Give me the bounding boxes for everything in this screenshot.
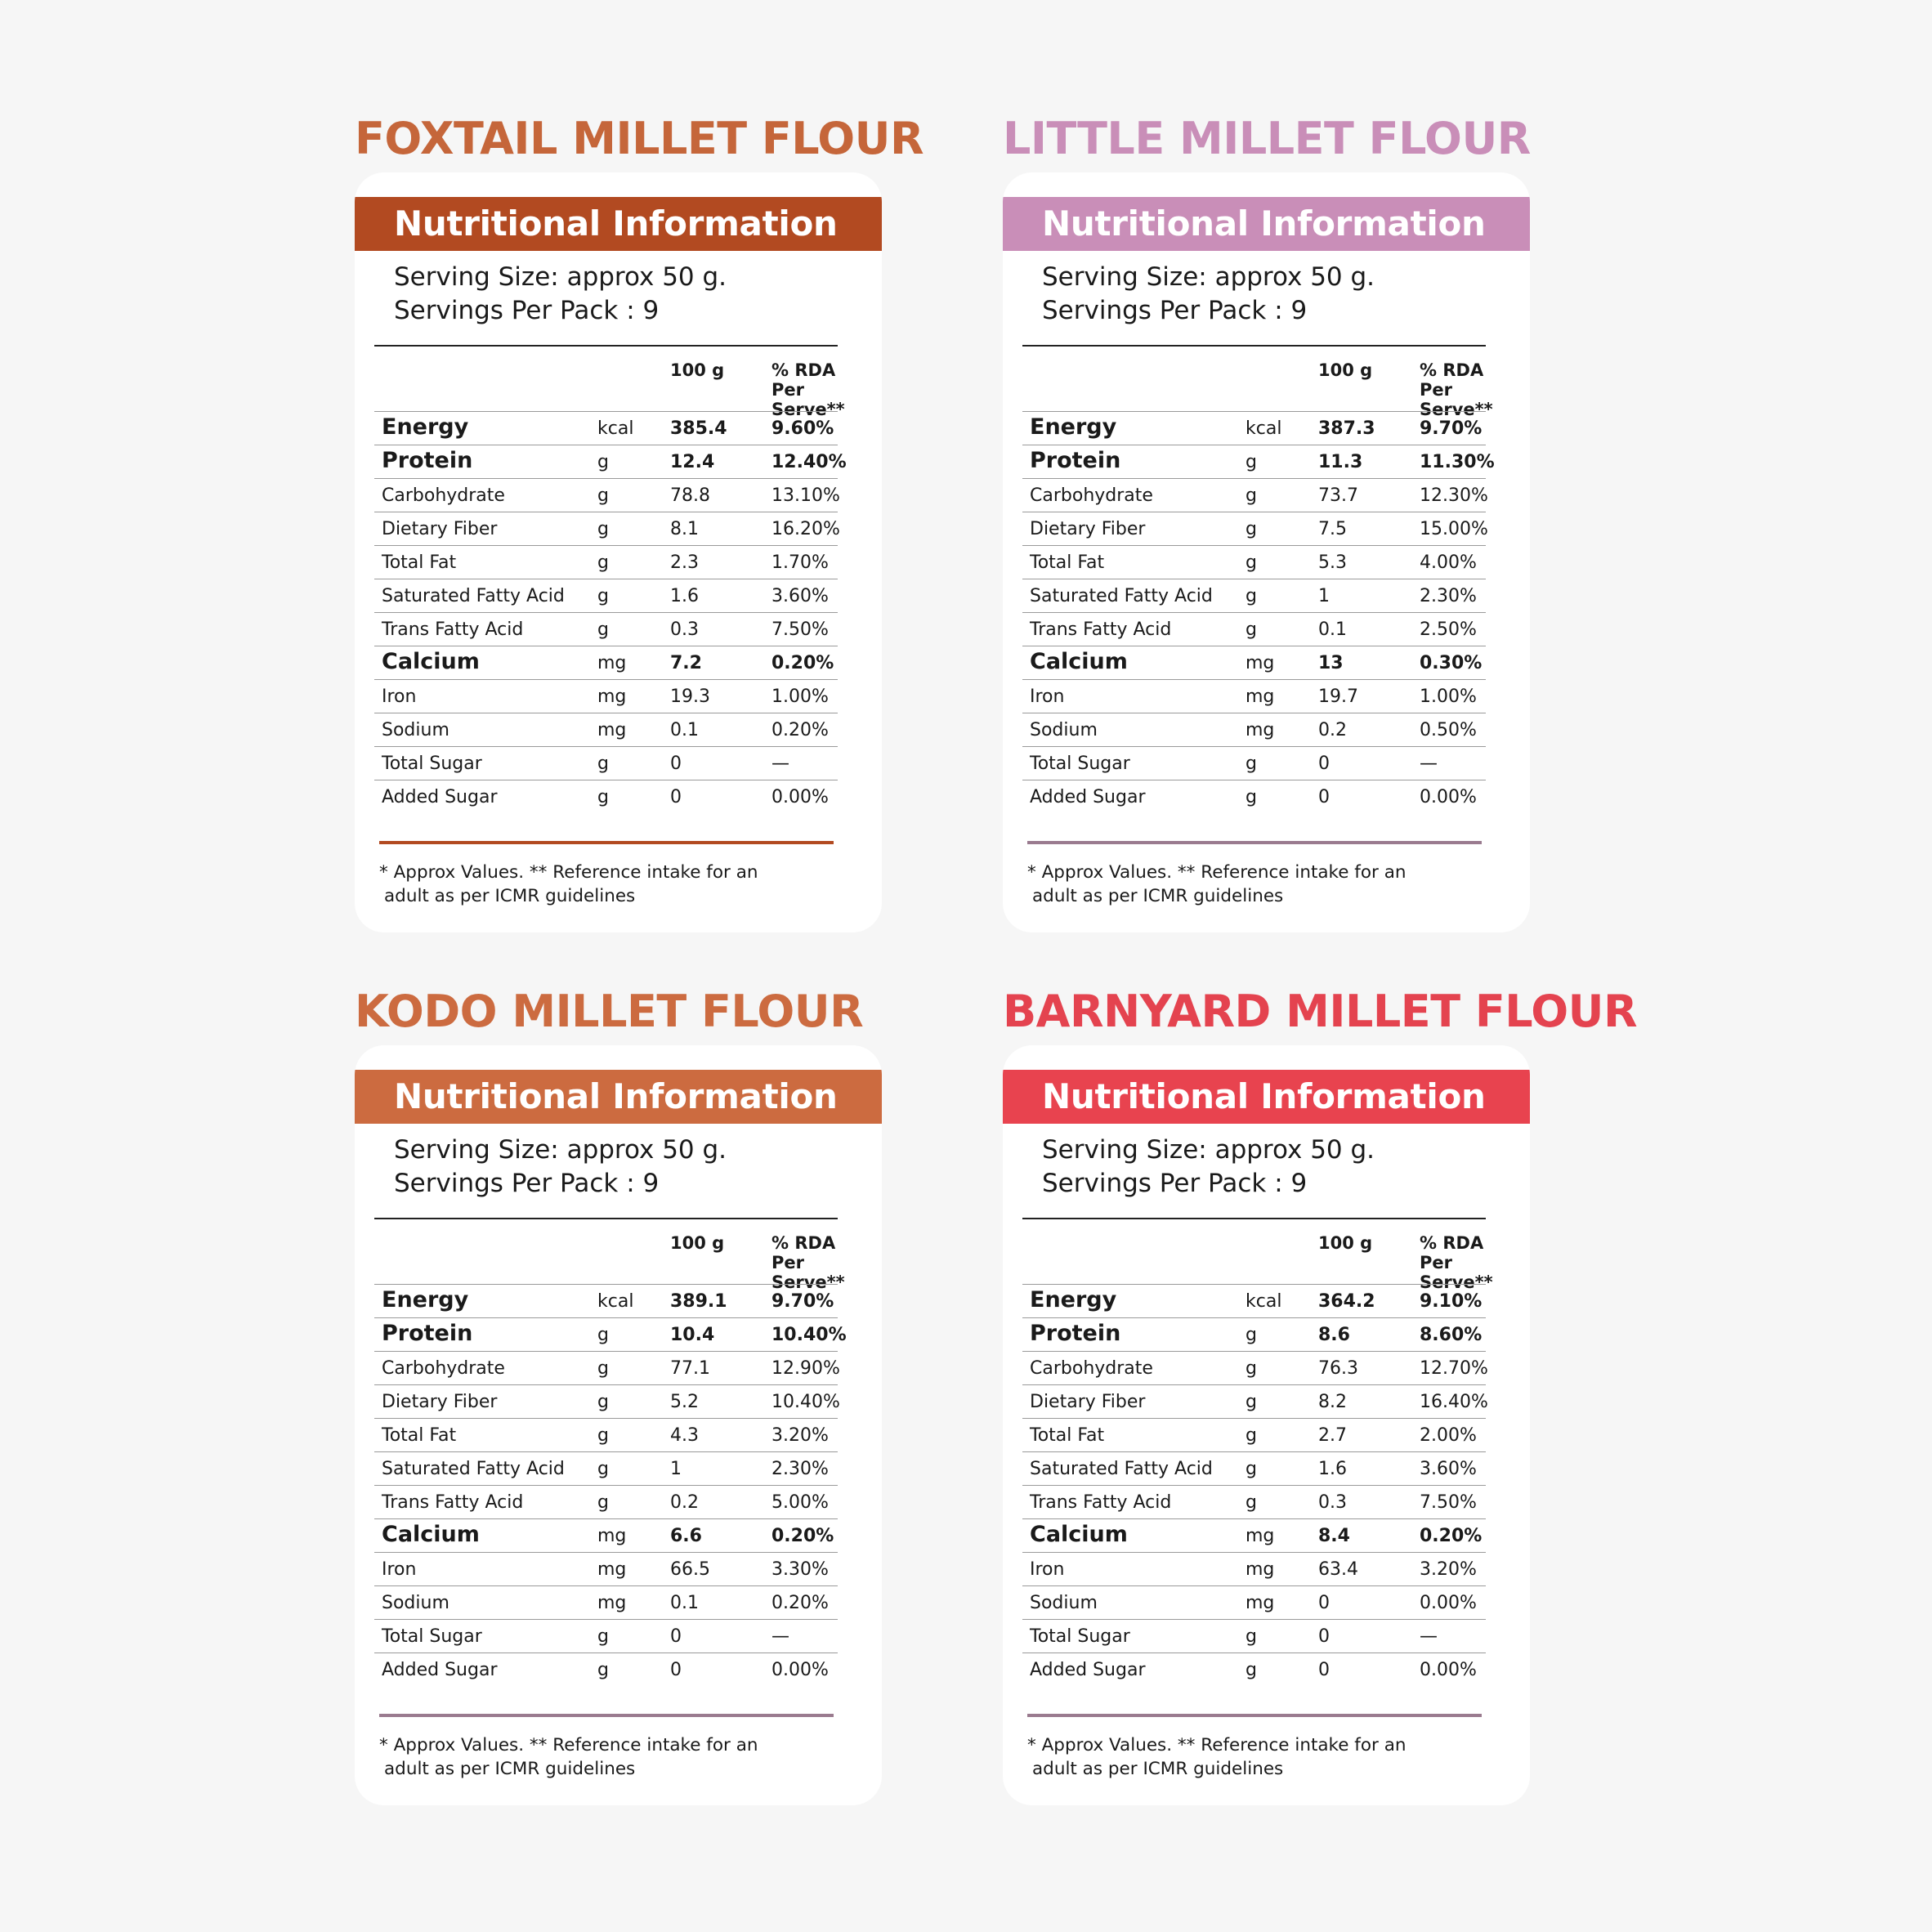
nutrient-name: Sodium xyxy=(1030,720,1098,740)
table-row xyxy=(374,1284,838,1317)
table-row xyxy=(374,1351,838,1384)
nutrient-name: Saturated Fatty Acid xyxy=(382,586,565,606)
nutrient-value: 0 xyxy=(670,1660,682,1680)
nutrient-unit: g xyxy=(1246,754,1257,774)
nutrient-rda: 0.00% xyxy=(1420,1593,1477,1613)
nutrient-value: 0 xyxy=(670,754,682,774)
nutrient-unit: g xyxy=(597,1626,609,1647)
table-row xyxy=(374,1485,838,1518)
nutrient-unit: mg xyxy=(1246,686,1275,707)
nutrient-name: Saturated Fatty Acid xyxy=(1030,1459,1213,1479)
servings-per-pack: Servings Per Pack : 9 xyxy=(1042,296,1308,325)
nutrition-card xyxy=(1003,172,1530,932)
nutrient-value: 2.7 xyxy=(1318,1425,1347,1446)
nutrient-value: 8.6 xyxy=(1318,1325,1350,1345)
nutrient-unit: mg xyxy=(597,1526,627,1546)
nutrient-name: Total Sugar xyxy=(1030,1626,1130,1647)
card-header: Nutritional Information xyxy=(1003,1070,1530,1124)
product-title: BARNYARD MILLET FLOUR xyxy=(1003,986,1638,1037)
nutrient-value: 63.4 xyxy=(1318,1559,1358,1580)
nutrient-value: 8.2 xyxy=(1318,1392,1347,1412)
nutrient-table xyxy=(1022,411,1495,813)
nutrient-rda: 0.50% xyxy=(1420,720,1477,740)
nutrient-rda: 3.60% xyxy=(1420,1459,1477,1479)
nutrient-unit: g xyxy=(1246,519,1257,539)
card-header: Nutritional Information xyxy=(355,1070,882,1124)
nutrient-unit: mg xyxy=(597,653,627,673)
servings-per-pack: Servings Per Pack : 9 xyxy=(394,1169,660,1198)
product-title: FOXTAIL MILLET FLOUR xyxy=(355,113,924,164)
table-row xyxy=(374,1451,838,1485)
table-row xyxy=(1022,1619,1486,1652)
table-row xyxy=(374,445,847,478)
nutrient-unit: g xyxy=(1246,787,1257,807)
nutrient-rda: 7.50% xyxy=(771,619,829,640)
nutrient-name: Total Fat xyxy=(382,552,457,573)
nutrient-name: Saturated Fatty Acid xyxy=(1030,586,1213,606)
nutrient-name: Added Sugar xyxy=(1030,787,1146,807)
nutrient-name: Sodium xyxy=(382,1593,449,1613)
nutrient-name: Dietary Fiber xyxy=(382,1392,498,1412)
table-row xyxy=(1022,1552,1486,1585)
column-header-100g: 100 g xyxy=(1318,1233,1373,1253)
nutrient-unit: g xyxy=(597,485,609,506)
serving-size: Serving Size: approx 50 g. xyxy=(1042,262,1375,292)
nutrient-value: 76.3 xyxy=(1318,1358,1358,1379)
nutrient-name: Dietary Fiber xyxy=(382,519,498,539)
table-row xyxy=(1022,1451,1486,1485)
table-bottom-divider xyxy=(379,841,834,844)
nutrient-unit: mg xyxy=(1246,1526,1275,1546)
table-row xyxy=(1022,1284,1486,1317)
nutrient-unit: g xyxy=(597,1325,609,1345)
column-header-100g: 100 g xyxy=(670,1233,725,1253)
table-bottom-divider xyxy=(379,1714,834,1717)
nutrient-rda: 0.20% xyxy=(771,1526,834,1546)
nutrient-name: Added Sugar xyxy=(382,1660,498,1680)
column-header-rda: % RDA Per Serve** xyxy=(771,360,845,419)
table-row xyxy=(1022,612,1486,646)
table-bottom-divider xyxy=(1027,1714,1482,1717)
nutrient-value: 0 xyxy=(670,1626,682,1647)
footnote-line: adult as per ICMR guidelines xyxy=(384,1759,636,1779)
nutrient-rda: 15.00% xyxy=(1420,519,1488,539)
table-row xyxy=(1022,1317,1486,1351)
nutrient-name: Calcium xyxy=(1030,649,1128,674)
nutrient-rda: 2.30% xyxy=(771,1459,829,1479)
nutrient-value: 1.6 xyxy=(1318,1459,1347,1479)
nutrient-rda: 12.40% xyxy=(771,452,847,472)
nutrient-unit: g xyxy=(1246,552,1257,573)
nutrient-name: Total Fat xyxy=(1030,552,1105,573)
nutrient-value: 1 xyxy=(1318,586,1330,606)
product-title: LITTLE MILLET FLOUR xyxy=(1003,113,1531,164)
table-row xyxy=(1022,780,1486,813)
nutrient-value: 0.2 xyxy=(1318,720,1347,740)
table-row xyxy=(374,646,838,679)
nutrition-card xyxy=(355,1045,882,1805)
nutrient-rda: 7.50% xyxy=(1420,1492,1477,1513)
nutrient-unit: g xyxy=(597,1392,609,1412)
nutrient-name: Total Sugar xyxy=(382,1626,482,1647)
nutrient-value: 11.3 xyxy=(1318,452,1363,472)
nutrient-name: Dietary Fiber xyxy=(1030,1392,1146,1412)
table-row xyxy=(374,1619,838,1652)
nutrient-value: 66.5 xyxy=(670,1559,710,1580)
nutrient-unit: kcal xyxy=(597,418,634,439)
nutrient-rda: 3.30% xyxy=(771,1559,829,1580)
column-header-100g: 100 g xyxy=(1318,360,1373,380)
nutrient-rda: 0.00% xyxy=(1420,1660,1477,1680)
serving-size: Serving Size: approx 50 g. xyxy=(394,1135,727,1165)
table-row xyxy=(1022,746,1486,780)
nutrient-value: 77.1 xyxy=(670,1358,710,1379)
column-header-rda: % RDA Per Serve** xyxy=(771,1233,845,1292)
nutrient-rda: 2.30% xyxy=(1420,586,1477,606)
footnote-line: * Approx Values. ** Reference intake for an xyxy=(1027,1735,1407,1755)
table-row xyxy=(1022,713,1486,746)
table-row xyxy=(374,545,838,579)
footnote xyxy=(379,1733,837,1781)
nutrient-unit: g xyxy=(1246,1325,1257,1345)
table-row xyxy=(374,411,838,445)
nutrient-unit: kcal xyxy=(1246,1291,1282,1312)
nutrient-rda: — xyxy=(771,1626,789,1647)
nutrient-unit: g xyxy=(1246,1459,1257,1479)
table-row xyxy=(374,1418,838,1451)
nutrient-value: 0.1 xyxy=(1318,619,1347,640)
nutrient-value: 13 xyxy=(1318,653,1344,673)
nutrient-value: 1.6 xyxy=(670,586,699,606)
nutrient-unit: g xyxy=(1246,1358,1257,1379)
nutrient-rda: 0.00% xyxy=(771,787,829,807)
table-row xyxy=(1022,1652,1486,1686)
nutrient-unit: mg xyxy=(597,1559,627,1580)
nutrient-name: Carbohydrate xyxy=(382,485,505,506)
nutrient-name: Iron xyxy=(382,686,417,707)
nutrient-rda: 10.40% xyxy=(771,1392,840,1412)
table-row xyxy=(374,512,838,545)
nutrient-value: 2.3 xyxy=(670,552,699,573)
servings-per-pack: Servings Per Pack : 9 xyxy=(394,296,660,325)
nutrient-value: 7.5 xyxy=(1318,519,1347,539)
nutrient-table xyxy=(1022,1284,1486,1686)
table-row xyxy=(374,1384,838,1418)
table-row xyxy=(374,780,838,813)
table-row xyxy=(1022,1418,1486,1451)
nutrient-value: 6.6 xyxy=(670,1526,702,1546)
nutrient-name: Carbohydrate xyxy=(1030,1358,1153,1379)
nutrient-name: Energy xyxy=(382,414,469,440)
table-row xyxy=(1022,512,1486,545)
table-row xyxy=(1022,646,1486,679)
nutrient-rda: 12.90% xyxy=(771,1358,840,1379)
nutrient-unit: g xyxy=(1246,619,1257,640)
nutrient-value: 1 xyxy=(670,1459,682,1479)
nutrient-name: Total Sugar xyxy=(1030,754,1130,774)
nutrient-name: Iron xyxy=(1030,1559,1065,1580)
nutrient-name: Saturated Fatty Acid xyxy=(382,1459,565,1479)
nutrient-value: 5.2 xyxy=(670,1392,699,1412)
table-row xyxy=(1022,1351,1486,1384)
nutrient-rda: 4.00% xyxy=(1420,552,1477,573)
nutrient-unit: g xyxy=(1246,1392,1257,1412)
nutrient-name: Added Sugar xyxy=(1030,1660,1146,1680)
nutrient-rda: 2.00% xyxy=(1420,1425,1477,1446)
nutrient-value: 7.2 xyxy=(670,653,702,673)
nutrient-unit: g xyxy=(597,1425,609,1446)
column-header-rda: % RDA Per Serve** xyxy=(1420,360,1493,419)
nutrient-value: 8.1 xyxy=(670,519,699,539)
nutrient-rda: 0.00% xyxy=(1420,787,1477,807)
nutrient-name: Energy xyxy=(1030,1287,1117,1313)
nutrient-unit: mg xyxy=(597,1593,627,1613)
nutrient-name: Protein xyxy=(1030,1321,1121,1346)
nutrient-rda: 0.20% xyxy=(1420,1526,1483,1546)
table-top-divider xyxy=(1022,1218,1486,1219)
table-row xyxy=(1022,411,1486,445)
card-header: Nutritional Information xyxy=(1003,197,1530,251)
nutrient-value: 73.7 xyxy=(1318,485,1358,506)
table-row xyxy=(1022,1384,1486,1418)
nutrient-unit: g xyxy=(597,552,609,573)
nutrient-value: 0 xyxy=(670,787,682,807)
nutrient-unit: g xyxy=(1246,586,1257,606)
nutrient-name: Calcium xyxy=(1030,1522,1128,1547)
nutrient-rda: 0.20% xyxy=(771,653,834,673)
nutrient-unit: g xyxy=(597,1660,609,1680)
nutrient-unit: g xyxy=(597,1492,609,1513)
nutrient-unit: kcal xyxy=(1246,418,1282,439)
nutrient-name: Total Fat xyxy=(382,1425,457,1446)
nutrient-unit: g xyxy=(597,1358,609,1379)
nutrient-rda: 12.30% xyxy=(1420,485,1488,506)
table-row xyxy=(1022,1518,1486,1552)
nutrient-rda: 8.60% xyxy=(1420,1325,1483,1345)
table-row xyxy=(374,713,838,746)
nutrient-rda: 11.30% xyxy=(1420,452,1495,472)
table-bottom-divider xyxy=(1027,841,1482,844)
footnote-line: adult as per ICMR guidelines xyxy=(1032,1759,1284,1779)
footnote-line: adult as per ICMR guidelines xyxy=(384,886,636,906)
nutrition-card xyxy=(1003,1045,1530,1805)
nutrient-value: 0 xyxy=(1318,754,1330,774)
nutrient-name: Energy xyxy=(1030,414,1117,440)
nutrient-unit: g xyxy=(597,787,609,807)
nutrient-unit: kcal xyxy=(597,1291,634,1312)
nutrient-rda: 13.10% xyxy=(771,485,840,506)
nutrient-rda: 1.00% xyxy=(771,686,829,707)
nutrient-name: Sodium xyxy=(1030,1593,1098,1613)
table-row xyxy=(374,478,838,512)
table-row xyxy=(1022,1585,1486,1619)
nutrient-name: Dietary Fiber xyxy=(1030,519,1146,539)
nutrient-rda: 3.20% xyxy=(771,1425,829,1446)
nutrient-rda: 9.10% xyxy=(1420,1291,1483,1312)
nutrient-rda: 1.70% xyxy=(771,552,829,573)
nutrient-name: Trans Fatty Acid xyxy=(382,619,524,640)
nutrient-rda: 3.20% xyxy=(1420,1559,1477,1580)
nutrient-unit: g xyxy=(597,452,609,472)
nutrient-value: 385.4 xyxy=(670,418,727,439)
column-header-rda: % RDA Per Serve** xyxy=(1420,1233,1493,1292)
nutrient-value: 8.4 xyxy=(1318,1526,1350,1546)
table-row xyxy=(374,679,838,713)
nutrient-rda: 0.00% xyxy=(771,1660,829,1680)
nutrient-unit: mg xyxy=(1246,1593,1275,1613)
nutrient-value: 0.3 xyxy=(670,619,699,640)
nutrient-name: Trans Fatty Acid xyxy=(1030,1492,1172,1513)
table-row xyxy=(374,1518,838,1552)
nutrient-name: Sodium xyxy=(382,720,449,740)
nutrient-value: 10.4 xyxy=(670,1325,715,1345)
nutrient-value: 0.1 xyxy=(670,1593,699,1613)
column-header-100g: 100 g xyxy=(670,360,725,380)
nutrient-value: 5.3 xyxy=(1318,552,1347,573)
nutrient-unit: mg xyxy=(597,686,627,707)
nutrient-rda: 0.20% xyxy=(771,720,829,740)
table-row xyxy=(374,579,838,612)
product-title: KODO MILLET FLOUR xyxy=(355,986,864,1037)
nutrient-rda: — xyxy=(771,754,789,774)
nutrient-value: 364.2 xyxy=(1318,1291,1375,1312)
nutrient-value: 389.1 xyxy=(670,1291,727,1312)
servings-per-pack: Servings Per Pack : 9 xyxy=(1042,1169,1308,1198)
footnote xyxy=(1027,861,1485,908)
nutrient-unit: mg xyxy=(1246,720,1275,740)
nutrient-name: Protein xyxy=(382,448,473,473)
nutrient-unit: g xyxy=(1246,1492,1257,1513)
nutrient-unit: mg xyxy=(1246,653,1275,673)
footnote-line: * Approx Values. ** Reference intake for an xyxy=(379,1735,758,1755)
nutrient-table xyxy=(374,1284,847,1686)
nutrient-unit: g xyxy=(597,519,609,539)
nutrient-unit: g xyxy=(597,1459,609,1479)
nutrient-name: Total Fat xyxy=(1030,1425,1105,1446)
nutrient-name: Protein xyxy=(1030,448,1121,473)
nutrient-rda: 5.00% xyxy=(771,1492,829,1513)
nutrient-value: 0.1 xyxy=(670,720,699,740)
nutrient-unit: g xyxy=(1246,452,1257,472)
nutrient-rda: 9.70% xyxy=(771,1291,834,1312)
table-row xyxy=(374,612,838,646)
nutrient-value: 0.3 xyxy=(1318,1492,1347,1513)
nutrient-unit: mg xyxy=(597,720,627,740)
nutrient-name: Protein xyxy=(382,1321,473,1346)
nutrient-name: Calcium xyxy=(382,649,480,674)
footnote-line: * Approx Values. ** Reference intake for an xyxy=(379,862,758,883)
table-row xyxy=(1022,445,1495,478)
nutrient-value: 19.7 xyxy=(1318,686,1358,707)
nutrient-unit: mg xyxy=(1246,1559,1275,1580)
table-row xyxy=(1022,679,1486,713)
serving-size: Serving Size: approx 50 g. xyxy=(394,262,727,292)
nutrient-value: 0 xyxy=(1318,787,1330,807)
footnote xyxy=(1027,1733,1485,1781)
nutrient-value: 4.3 xyxy=(670,1425,699,1446)
table-row xyxy=(1022,579,1486,612)
nutrient-name: Trans Fatty Acid xyxy=(1030,619,1172,640)
nutrient-rda: 9.60% xyxy=(771,418,834,439)
nutrient-name: Total Sugar xyxy=(382,754,482,774)
nutrient-rda: 9.70% xyxy=(1420,418,1483,439)
nutrient-value: 0 xyxy=(1318,1660,1330,1680)
table-top-divider xyxy=(374,345,838,347)
nutrient-name: Energy xyxy=(382,1287,469,1313)
nutrient-rda: 2.50% xyxy=(1420,619,1477,640)
table-row xyxy=(374,1652,838,1686)
nutrient-rda: 0.20% xyxy=(771,1593,829,1613)
table-row xyxy=(1022,545,1486,579)
nutrient-value: 78.8 xyxy=(670,485,710,506)
nutrient-rda: 16.20% xyxy=(771,519,840,539)
nutrient-unit: g xyxy=(597,586,609,606)
table-row xyxy=(374,1585,838,1619)
nutrient-rda: 10.40% xyxy=(771,1325,847,1345)
card-header: Nutritional Information xyxy=(355,197,882,251)
nutrient-name: Calcium xyxy=(382,1522,480,1547)
table-row xyxy=(374,1317,847,1351)
nutrient-rda: 3.60% xyxy=(771,586,829,606)
nutrient-unit: g xyxy=(1246,485,1257,506)
nutrient-value: 19.3 xyxy=(670,686,710,707)
table-row xyxy=(1022,478,1486,512)
nutrient-value: 0 xyxy=(1318,1626,1330,1647)
nutrient-unit: g xyxy=(1246,1425,1257,1446)
table-row xyxy=(1022,1485,1486,1518)
table-top-divider xyxy=(1022,345,1486,347)
nutrient-name: Trans Fatty Acid xyxy=(382,1492,524,1513)
nutrient-unit: g xyxy=(1246,1660,1257,1680)
nutrient-unit: g xyxy=(1246,1626,1257,1647)
nutrient-rda: — xyxy=(1420,754,1438,774)
nutrient-name: Iron xyxy=(1030,686,1065,707)
nutrient-value: 0 xyxy=(1318,1593,1330,1613)
nutrient-name: Iron xyxy=(382,1559,417,1580)
nutrient-rda: 12.70% xyxy=(1420,1358,1488,1379)
nutrient-value: 0.2 xyxy=(670,1492,699,1513)
nutrient-name: Carbohydrate xyxy=(382,1358,505,1379)
nutrient-name: Added Sugar xyxy=(382,787,498,807)
nutrient-rda: 1.00% xyxy=(1420,686,1477,707)
footnote-line: adult as per ICMR guidelines xyxy=(1032,886,1284,906)
nutrient-rda: 0.30% xyxy=(1420,653,1483,673)
nutrient-unit: g xyxy=(597,754,609,774)
nutrient-rda: — xyxy=(1420,1626,1438,1647)
table-top-divider xyxy=(374,1218,838,1219)
nutrient-rda: 16.40% xyxy=(1420,1392,1488,1412)
table-row xyxy=(374,1552,838,1585)
footnote xyxy=(379,861,837,908)
nutrient-table xyxy=(374,411,847,813)
table-row xyxy=(374,746,838,780)
nutrient-value: 12.4 xyxy=(670,452,715,472)
nutrient-name: Carbohydrate xyxy=(1030,485,1153,506)
serving-size: Serving Size: approx 50 g. xyxy=(1042,1135,1375,1165)
nutrient-unit: g xyxy=(597,619,609,640)
nutrient-value: 387.3 xyxy=(1318,418,1375,439)
footnote-line: * Approx Values. ** Reference intake for an xyxy=(1027,862,1407,883)
nutrition-card xyxy=(355,172,882,932)
